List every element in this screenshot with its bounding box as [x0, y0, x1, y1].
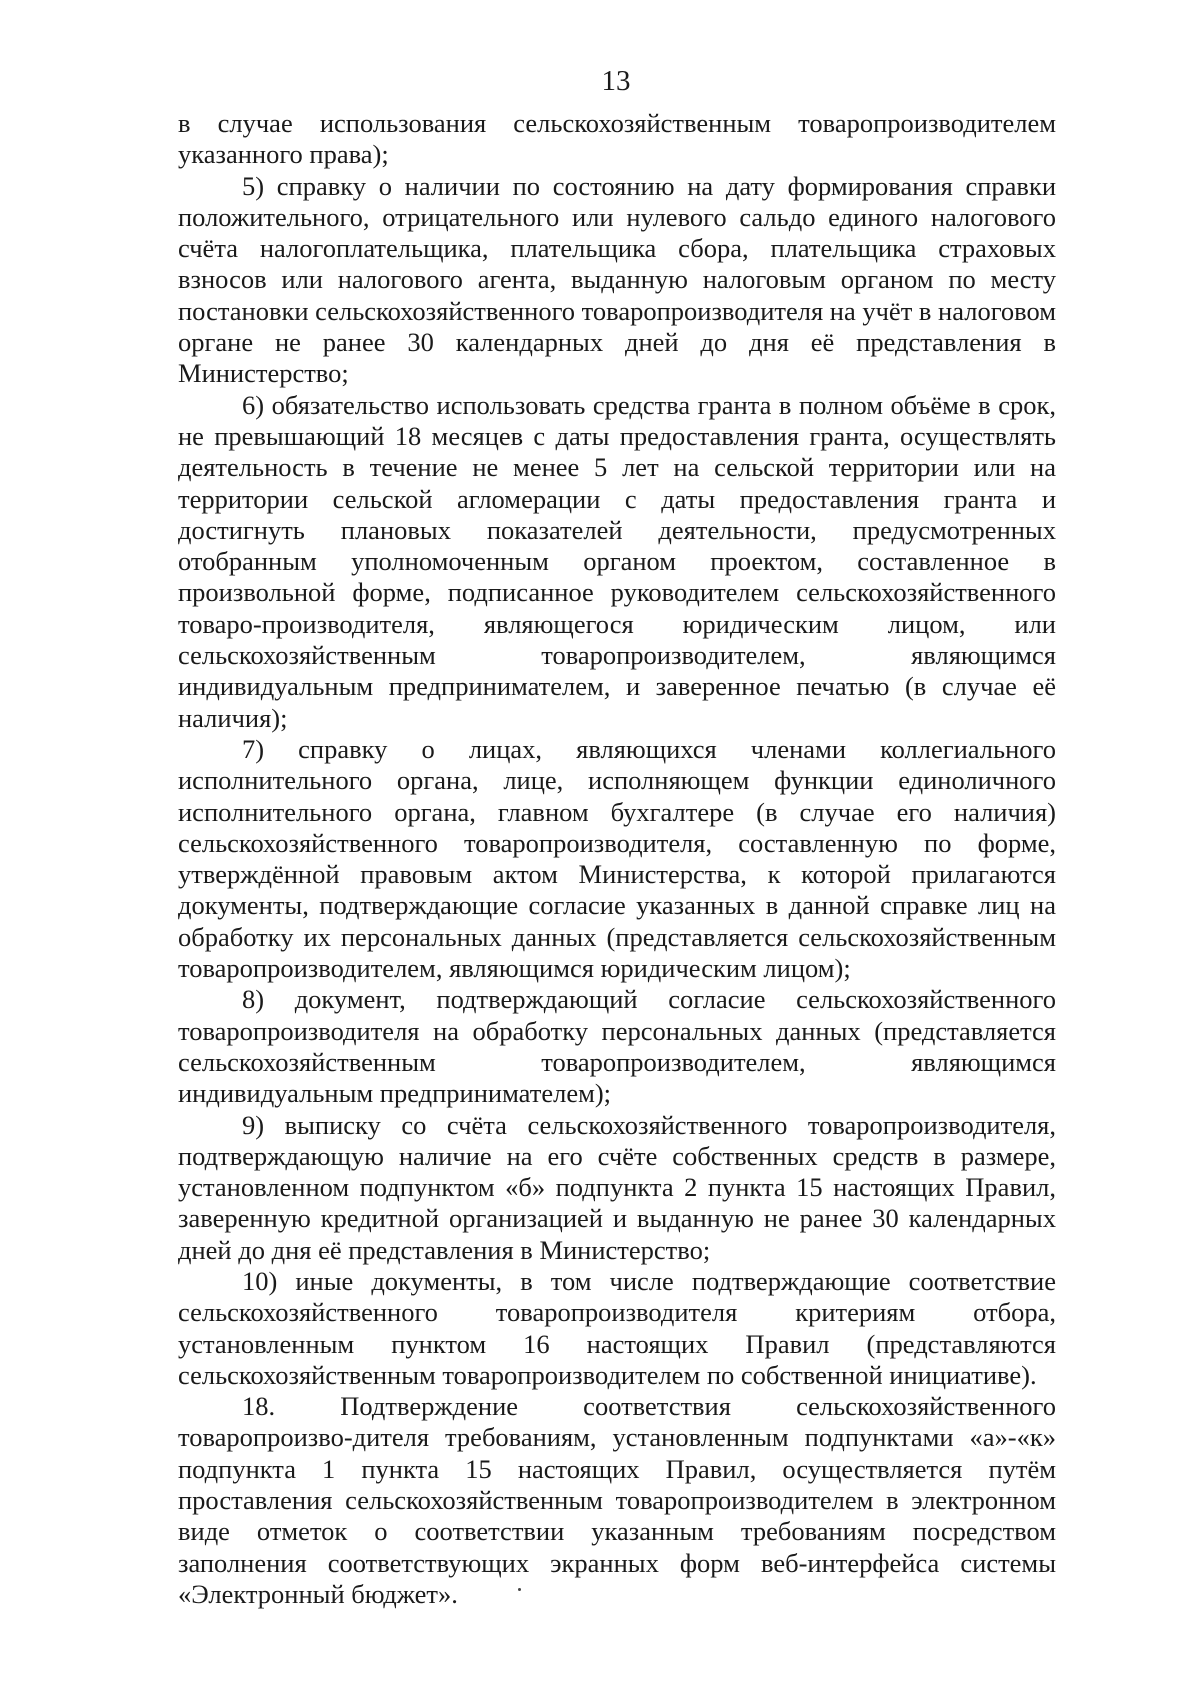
paragraph-item-5: 5) справку о наличии по состоянию на дату формирования справки положительного, отрицательного или нулевого сальдо единого налогового счёта налогоплательщика, плательщика сбора, плательщика страховых взносов или налогового агента, выданную налоговым органом по месту постановки сельскохозяйственного товаропроизводителя на учёт в налоговом органе не ранее 30 календарных дней до дня её представления в Министерство; [178, 170, 1056, 389]
paragraph-item-10: 10) иные документы, в том числе подтверждающие соответствие сельскохозяйственного товаропроизводителя критериям отбора, установленным пунктом 16 настоящих Правил (представляются сельскохозяйственным товаропроизводителем по собственной инициативе). [178, 1265, 1056, 1390]
document-body [178, 108, 1056, 1610]
paragraph-continuation: в случае использования сельскохозяйственным товаропроизводителем указанного права); [178, 108, 1056, 170]
paragraph-item-7: 7) справку о лицах, являющихся членами коллегиального исполнительного органа, лице, исполняющем функции единоличного исполнительного органа, главном бухгалтере (в случае его наличия) сельскохозяйственного товаропроизводителя, составленную по форме, утверждённой правовым актом Министерства, к которой прилагаются документы, подтверждающие согласие указанных в данной справке лиц на обработку их персональных данных (представляется сельскохозяйственным товаропроизводителем, являющимся юридическим лицом); [178, 733, 1056, 984]
paragraph-clause-18: 18. Подтверждение соответствия сельскохозяйственного товаропроизво-дителя требованиям, установленным подпунктами «а»-«к» подпункта 1 пункта 15 настоящих Правил, осуществляется путём проставления сельскохозяйственным товаропроизводителем в электронном виде отметок о соответствии указанным требованиям посредством заполнения соответствующих экранных форм веб-интерфейса системы «Электронный бюджет». [178, 1391, 1056, 1609]
paragraph-item-6: 6) обязательство использовать средства гранта в полном объёме в срок, не превышающий 18 месяцев с даты предоставления гранта, осуществлять деятельность в течение не менее 5 лет на сельской территории или на территории сельской агломерации с даты предоставления гранта и достигнуть плановых показателей деятельности, предусмотренных отобранным уполномоченным органом проектом, составленное в произвольной форме, подписанное руководителем сельскохозяйственного товаро-производителя, являющегося юридическим лицом, или сельскохозяйственным товаропроизводителем, являющимся индивидуальным предпринимателем, и заверенное печатью (в случае её наличия); [178, 389, 1056, 733]
page-number: 13 [601, 65, 631, 97]
scan-speck [518, 1588, 521, 1591]
paragraph-item-9: 9) выписку со счёта сельскохозяйственного товаропроизводителя, подтверждающую наличие на его счёте собственных средств в размере, установленном подпунктом «б» подпункта 2 пункта 15 настоящих Правил, заверенную кредитной организацией и выданную не ранее 30 календарных дней до дня её представления в Министерство; [178, 1109, 1056, 1265]
paragraph-item-8: 8) документ, подтверждающий согласие сельскохозяйственного товаропроизводителя на обработку персональных данных (представляется сельскохозяйственным товаропроизводителем, являющимся индивидуальным предпринимателем); [178, 984, 1056, 1109]
